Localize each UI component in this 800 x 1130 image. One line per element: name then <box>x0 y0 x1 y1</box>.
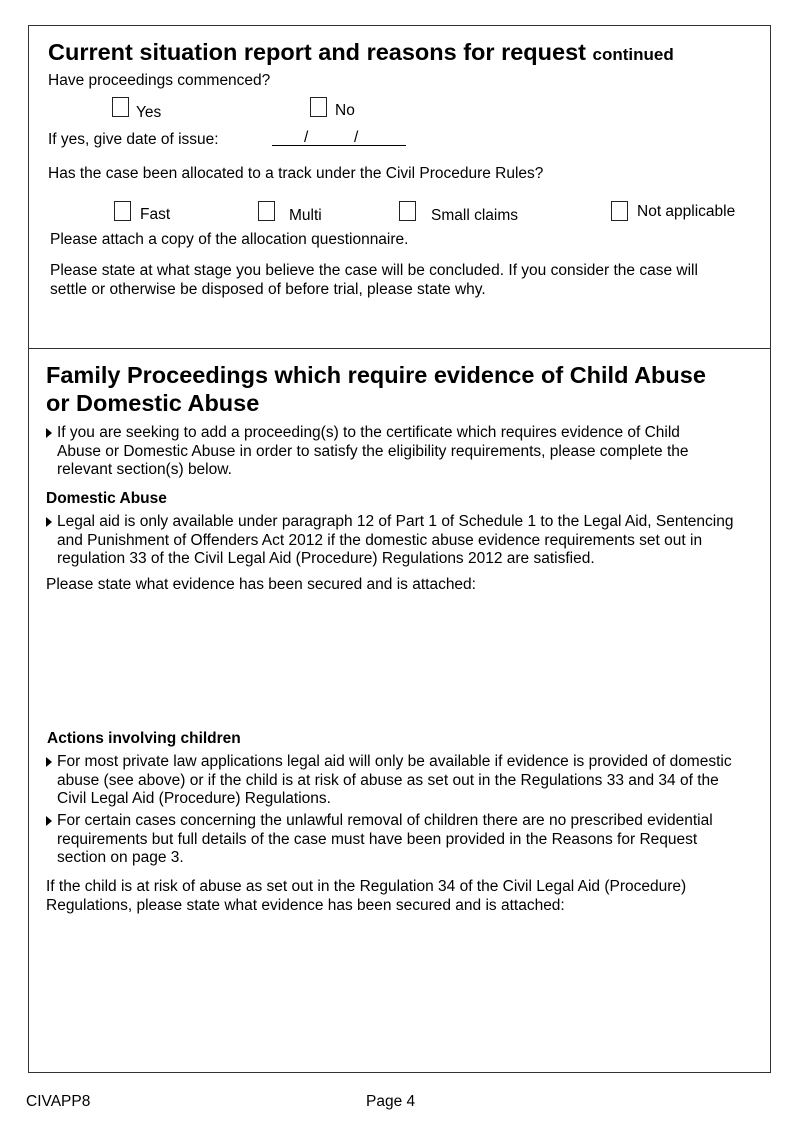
intro-line-1: If you are seeking to add a proceeding(s) to the certificate which requires evidence of Child <box>57 424 680 441</box>
bullet-text <box>57 513 733 569</box>
section-title-line-1: Family Proceedings which require evidence of Child Abuse <box>46 362 706 388</box>
label-no: No <box>335 102 355 119</box>
section-title-text: Current situation report and reasons for request <box>48 39 586 65</box>
children-b2-line-2: requirements but full details of the case must have been provided in the Reasons for Request <box>57 830 698 848</box>
label-yes: Yes <box>136 104 162 121</box>
checkbox-not-applicable[interactable] <box>611 201 628 221</box>
page-number: Page 4 <box>366 1093 416 1110</box>
section-title-continued: continued <box>592 45 674 64</box>
label-not-applicable: Not applicable <box>637 203 736 220</box>
checkbox-fast[interactable] <box>114 201 131 221</box>
bullet-arrow-icon <box>46 428 52 438</box>
intro-line-2: Abuse or Domestic Abuse in order to satisfy the eligibility requirements, please complete the <box>57 442 689 460</box>
domestic-evidence-answer-area[interactable] <box>46 598 761 718</box>
children-evidence-prompt <box>46 878 766 915</box>
label-date-of-issue: If yes, give date of issue: <box>48 131 219 148</box>
checkbox-small-claims[interactable] <box>399 201 416 221</box>
allocation-questionnaire-note: Please attach a copy of the allocation questionnaire. <box>50 231 409 248</box>
bullet-arrow-icon <box>46 816 52 826</box>
children-b1-line-1: For most private law applications legal aid will only be available if evidence is provided of domestic <box>57 753 732 770</box>
children-prompt-line-2: Regulations, please state what evidence has been secured and is attached: <box>46 896 565 914</box>
children-prompt-line-1: If the child is at risk of abuse as set out in the Regulation 34 of the Civil Legal Aid (Procedure) <box>46 878 687 895</box>
section-title-family-proceedings <box>46 361 706 417</box>
intro-line-3: relevant section(s) below. <box>57 461 232 478</box>
question-proceedings-commenced: Have proceedings commenced? <box>48 72 271 89</box>
bullet-arrow-icon <box>46 757 52 767</box>
form-code: CIVAPP8 <box>26 1093 91 1110</box>
children-evidence-answer-area[interactable] <box>46 920 761 1060</box>
section-title-current-situation <box>48 39 674 66</box>
bullet-text <box>57 424 689 480</box>
stage-concluded-prompt <box>50 262 765 299</box>
label-multi: Multi <box>289 207 322 224</box>
checkbox-no[interactable] <box>310 97 327 117</box>
stage-line-2: settle or otherwise be disposed of before trial, please state why. <box>50 280 486 298</box>
domestic-line-3: regulation 33 of the Civil Legal Aid (Procedure) Regulations 2012 are satisfied. <box>57 550 595 567</box>
date-separator-1: / <box>304 129 309 146</box>
children-b2-line-1: For certain cases concerning the unlawful removal of children there are no prescribed evidential <box>57 812 713 829</box>
bullet-text <box>57 812 713 868</box>
bullet-text <box>57 753 732 809</box>
label-fast: Fast <box>140 206 171 223</box>
checkbox-yes[interactable] <box>112 97 129 117</box>
bullet-arrow-icon <box>46 517 52 527</box>
date-of-issue-field[interactable] <box>272 145 406 146</box>
checkbox-multi[interactable] <box>258 201 275 221</box>
date-separator-2: / <box>354 129 359 146</box>
section-title-line-2: or Domestic Abuse <box>46 390 260 416</box>
stage-line-1: Please state at what stage you believe the case will be concluded. If you consider the case will <box>50 262 698 279</box>
domestic-abuse-heading: Domestic Abuse <box>46 490 167 507</box>
domestic-evidence-prompt: Please state what evidence has been secured and is attached: <box>46 576 476 593</box>
domestic-line-2: and Punishment of Offenders Act 2012 if the domestic abuse evidence requirements set out in <box>57 531 703 549</box>
children-b1-line-2: abuse (see above) or if the child is at risk of abuse as set out in the Regulations 33 and 34 of the <box>57 771 719 789</box>
section-divider <box>28 348 771 349</box>
domestic-line-1: Legal aid is only available under paragraph 12 of Part 1 of Schedule 1 to the Legal Aid, Sentencing <box>57 513 734 530</box>
children-b2-line-3: section on page 3. <box>57 849 184 866</box>
children-heading: Actions involving children <box>47 730 241 747</box>
question-track-allocated: Has the case been allocated to a track under the Civil Procedure Rules? <box>48 165 544 182</box>
children-b1-line-3: Civil Legal Aid (Procedure) Regulations. <box>57 790 331 807</box>
label-small-claims: Small claims <box>431 207 518 224</box>
